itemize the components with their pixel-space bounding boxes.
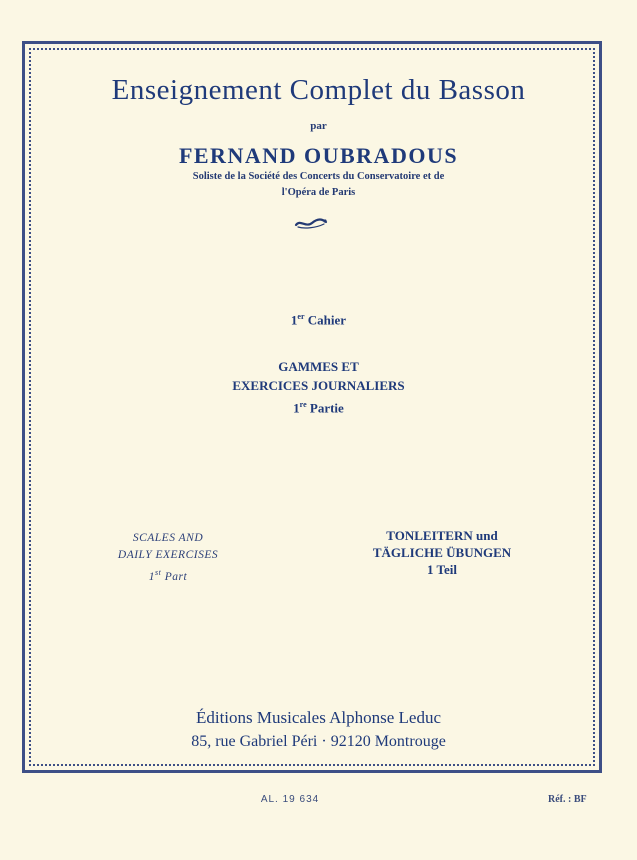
french-part-word: Partie (309, 400, 344, 416)
french-part (0, 395, 637, 417)
german-line-1: TONLEITERN und (386, 528, 498, 543)
volume-label (0, 312, 637, 328)
german-line-3: 1 Teil (427, 562, 457, 577)
publisher-address: 85, rue Gabriel Péri · 92120 Montrouge (191, 733, 446, 750)
english-part-number: 1 (148, 570, 156, 583)
author-description-line-1: Soliste de la Société des Concerts du Conservatoire et de (192, 171, 445, 182)
english-line-1: SCALES AND (132, 532, 204, 544)
book-title: Enseignement Complet du Basson (111, 74, 526, 106)
volume-word: Cahier (307, 312, 347, 328)
publisher-name: Éditions Musicales Alphonse Leduc (195, 708, 442, 727)
english-part-word: Part (164, 570, 188, 583)
english-part (68, 564, 268, 586)
french-part-ordinal-suffix: re (299, 400, 307, 409)
author-name: FERNAND OUBRADOUS (178, 143, 459, 168)
volume-ordinal-suffix: er (297, 312, 305, 321)
french-subtitle-block (0, 357, 637, 417)
catalog-number: AL. 19 634 (260, 794, 320, 805)
french-line-2: EXERCICES JOURNALIERS (232, 378, 405, 393)
volume-number: 1 (290, 312, 298, 328)
english-line-2: DAILY EXERCISES (117, 549, 219, 561)
by-label: par (310, 120, 327, 132)
german-line-2: TÄGLICHE ÜBUNGEN (372, 545, 512, 560)
german-subtitle-block (342, 527, 542, 578)
flourish-ornament-icon (294, 216, 328, 230)
reference-code: Réf. : BF (548, 794, 587, 805)
french-line-1: GAMMES ET (278, 359, 359, 374)
author-description-line-2: l'Opéra de Paris (281, 187, 356, 198)
french-part-number: 1 (293, 400, 300, 416)
english-part-ordinal-suffix: st (155, 568, 162, 577)
english-subtitle-block (68, 530, 268, 586)
